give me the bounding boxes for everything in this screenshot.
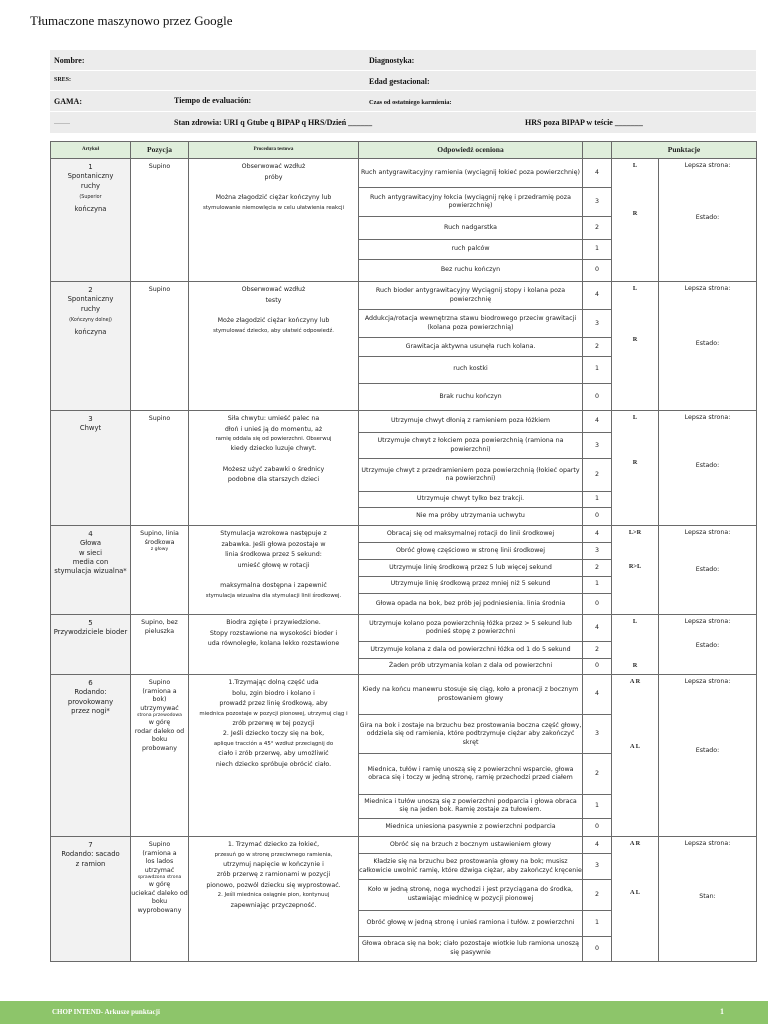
item-description [51,539,130,576]
position-cell [131,159,189,282]
procedure-line: przesuń go w stronę przeciwnego ramienia, [214,851,333,858]
procedure-cell [189,675,359,837]
response-cell: Ruch nadgarstka [359,217,583,239]
best-side-label: Lepsza strona: [684,840,731,847]
position-line: (ramiona a [142,849,177,857]
response-cell: ruch kostki [359,356,583,383]
response-cell: Obróć głowę częściowo w stronę linii środkowej [359,543,583,560]
response-cell: Kiedy na końcu manewru stosuje się ciąg, koło a pronacji z bocznym prostowaniem głowy [359,675,583,715]
score-value: 1 [583,576,612,593]
best-side-label: Lepsza strona: [684,529,731,536]
item-cell [51,675,131,837]
best-side-cell [659,615,757,675]
item-description-line: ruchy [80,181,101,190]
state-label: Estado: [695,566,720,573]
state-label: Estado: [695,462,720,469]
position-line: bok) [152,696,167,703]
procedure-line: Stopy rozstawione na wysokości bioder i [209,629,338,637]
best-side-label: Lepsza strona: [684,285,731,292]
procedure-line: zabawka. Jeśli głowa pozostaje w [221,540,326,548]
col-header-blank [583,142,612,159]
score-value: 2 [583,459,612,491]
table-row [51,282,757,310]
procedure-line: stymulacja wizualna dla stymulacji linii środkowej. [205,592,342,599]
item-cell [51,411,131,526]
response-cell: Kładzie się na brzuchu bez prostowania głowy na bok; musisz całkowicie uwolnić ramię, które dźwiga ciężar, aby zakończyć kręcenie [359,854,583,880]
procedure-line: Biodra zgięte i przywiedzione. [226,619,321,626]
score-value: 2 [583,880,612,910]
position-cell [131,615,189,675]
score-value: 2 [583,642,612,658]
side-cell [612,837,659,962]
procedure-cell [189,282,359,411]
position-line: los lados [145,858,174,865]
position-text: Supino [148,679,171,686]
procedure-line: stymulowanie niemowlęcia w celu ułatwienia reakcji [202,204,345,211]
item-cell [51,282,131,411]
side-label-b: R [632,459,638,466]
table-row [51,615,757,642]
score-value: 3 [583,310,612,338]
procedure-line: dłoń i unieś ją do momentu, aż [224,425,323,433]
header-row-3 [50,91,756,111]
best-side-label: Lepsza strona: [684,162,731,169]
side-label-a: L>R [628,529,642,536]
response-cell: Grawitacja aktywna usunęła ruch kolana. [359,338,583,356]
item-cell [51,615,131,675]
state-label: Stan: [699,893,716,900]
procedure-line: Obserwować wzdłuż [241,163,306,170]
procedure-line: kiedy dziecko luzuje chwyt. [230,445,317,453]
item-description-line: Rodando: provokowany [67,688,114,706]
procedure-line: bolu, zgin biodro i kolano i [232,689,315,697]
item-description [51,424,130,433]
item-description-line: media con [72,557,109,566]
item-description-line: przez nogi* [71,706,110,715]
item-number: 2 [88,286,93,294]
item-number: 1 [88,163,93,171]
response-cell: Utrzymuje linię środkową przez 5 lub więcej sekund [359,560,583,576]
table-header-row [51,142,757,159]
procedure-line: stymulować dziecko, aby ułatwić odpowiedź. [213,327,334,334]
item-cell [51,159,131,282]
score-value: 3 [583,854,612,880]
item-description-line: Przywodziciele bioder [53,628,128,637]
score-value: 1 [583,794,612,818]
score-value: 0 [583,259,612,281]
position-cell [131,526,189,615]
response-cell: Utrzymuje kolana z dala od powierzchni łóżka od 1 do 5 sekund [359,642,583,658]
item-number: 6 [88,679,93,687]
procedure-line: Stymulacja wzrokowa następuje z [220,530,327,537]
response-cell: ruch palców [359,239,583,259]
procedure-line: zrób przerwę z ramionami w pozycji [216,871,331,879]
score-value: 3 [583,715,612,754]
evaluation-time-label: Tiempo de evaluación: [174,96,252,105]
item-description-sub: (Superior [79,194,102,200]
item-description-line: stymulacja wizualna* [54,566,127,575]
score-value: 1 [583,491,612,507]
position-line: uciekać daleko od boku [131,889,188,906]
score-value: 1 [583,910,612,936]
score-value: 1 [583,239,612,259]
response-cell: Obróć głowę w jedną stronę i unieś ramiona i tułów. z powierzchni [359,910,583,936]
item-description-line: Chwyt [79,424,102,433]
procedure-line: 1. Trzymać dziecko za łokieć, [227,841,320,848]
procedure-line: Możesz użyć zabawki o średnicy [222,465,325,473]
item-description [51,688,130,716]
score-value: 2 [583,560,612,576]
gama-field-label: GAMA: [54,97,82,106]
response-cell: Utrzymuje kolano poza powierzchnią łóżka przez > 5 sekund lub podnieś stopę z powierzchni [359,615,583,642]
position-text: Supino [148,415,171,422]
procedure-line: aplique tracción a 45° wzdłuż przeciągnij do [213,740,334,747]
item-description-line: Rodando: sacado [61,850,120,859]
side-label-b: R [632,210,638,217]
procedure-line: próby [264,173,283,181]
procedure-line: Może złagodzić ciężar kończyny lub [217,317,330,324]
procedure-line: Obserwować wzdłuż [241,286,306,293]
score-value: 0 [583,383,612,410]
procedure-cell [189,526,359,615]
response-cell: Utrzymuje chwyt z przedramieniem poza powierzchnią (łokieć oparty na powierzchni) [359,459,583,491]
item-description-line: ruchy [80,304,101,313]
col-header-response: Odpowiedź oceniona [359,142,583,159]
procedure-line: zrób przerwę w tej pozycji [232,719,315,727]
best-side-cell [659,526,757,615]
response-cell: Utrzymuje chwyt tylko bez trakcji. [359,491,583,507]
item-description [51,628,130,637]
response-cell: Ruch antygrawitacyjny ramienia (wyciągnij łokieć poza powierzchnię) [359,159,583,188]
sres-field-label: SRES: [54,77,72,83]
score-value: 2 [583,217,612,239]
response-cell: Nie ma próby utrzymania uchwytu [359,507,583,525]
table-row [51,837,757,854]
side-cell [612,615,659,675]
page-number: 1 [720,1007,724,1016]
response-cell: Bez ruchu kończyn [359,259,583,281]
position-line: utrzymać [144,866,175,874]
diagnosis-field-label: Diagnostyka: [369,56,415,65]
item-description [51,295,130,337]
state-label: Estado: [695,642,720,649]
item-description-line: Głowa [79,539,102,548]
response-cell: Ruch antygrawitacyjny łokcia (wyciągnij rękę i przedramię poza powierzchnię) [359,188,583,217]
side-label-b: A L [630,743,640,750]
procedure-cell [189,837,359,962]
position-sub: pieluszka [144,627,175,635]
side-label-b: A L [630,889,640,896]
item-description-line: w sieci [79,548,102,557]
response-cell: Koło w jedną stronę, noga wychodzi i jest przyciągana do środka, ustawiając miednicę w pozycji pionowej [359,880,583,910]
best-side-label: Lepsza strona: [684,618,731,625]
score-value: 0 [583,658,612,674]
position-cell [131,675,189,837]
response-cell: Głowa opada na bok, bez prób jej podniesienia. linia środnia [359,593,583,614]
procedure-cell [189,411,359,526]
side-label-a: L [632,162,638,169]
best-side-cell [659,411,757,526]
procedure-line: Siła chwytu: umieść palec na [227,415,320,422]
response-cell: Utrzymuje chwyt z łokciem poza powierzchnią (ramiona na powierzchni) [359,433,583,459]
response-cell: Żaden prób utrzymania kolan z dala od powierzchni [359,658,583,674]
position-line: w górę [148,719,171,727]
position-line: wyprobowany [137,906,182,914]
procedure-line: 2. Jeśli dziecko toczy się na bok, [222,730,325,738]
response-cell: Głowa obraca się na bok; ciało pozostaje wiotkie lub ramiona unoszą się pasywnie [359,936,583,961]
score-value: 4 [583,159,612,188]
position-line: w górę [148,881,171,889]
footer-bar [0,1001,768,1024]
score-value: 1 [583,356,612,383]
item-number: 4 [88,530,93,538]
state-label: Estado: [695,747,720,754]
score-value: 4 [583,411,612,433]
item-description-line: Spontaniczny [67,172,114,181]
side-label-a: L [632,618,638,625]
side-label-a: L [632,285,638,292]
side-cell [612,282,659,411]
item-description-line: z ramion [75,859,106,868]
side-cell [612,159,659,282]
best-side-cell [659,837,757,962]
position-text: Supino [148,286,171,293]
position-cell [131,411,189,526]
col-header-position: Pozycja [131,142,189,159]
procedure-line [191,307,356,315]
position-line: probowany [142,744,177,752]
procedure-line [191,184,356,192]
procedure-line: umieść głowę w rotacji [237,561,310,569]
side-label-a: A R [629,840,641,847]
item-description [51,850,130,868]
gestational-age-label: Edad gestacional: [369,77,430,86]
procedure-cell [189,159,359,282]
side-label-a: A R [629,678,641,685]
position-line: strona przewodowa [137,713,182,718]
health-status-label: Stan zdrowia: URI q Gtube q BIPAP q HRS/Dzień ______ [174,118,373,127]
response-cell: Gira na bok i zostaje na brzuchu bez prostowania boczna część głowy, oddziela się od ramienia, które podtrzymuje ciężar aby zakończyć skręt [359,715,583,754]
translation-notice: Tłumaczone maszynowo przez Google [30,13,233,28]
small-blank: ________ [54,119,70,124]
hrs-off-bipap-label: HRS poza BIPAP w teście _______ [525,118,643,127]
score-value: 0 [583,593,612,614]
position-text: Supino, linia środkowa [140,530,179,546]
item-description-end: kończyna [74,328,107,337]
position-line: rodar daleko od boku [134,727,185,744]
position-cell [131,282,189,411]
state-label: Estado: [695,340,720,347]
response-cell: Brak ruchu kończyn [359,383,583,410]
item-cell [51,837,131,962]
best-side-label: Lepsza strona: [684,678,731,685]
position-cell [131,837,189,962]
item-description-end: kończyna [74,205,107,214]
side-label-a: L [632,414,638,421]
procedure-line: pionowo, pozwól dziecku się wyprostować. [206,881,341,889]
score-value: 3 [583,188,612,217]
score-value: 4 [583,675,612,715]
procedure-line: miednica pozostaje w pozycji pionowej, utrzymuj ciąg i [199,710,348,717]
col-header-points: Punktacje [612,142,757,159]
name-field-label: Nombre: [54,56,85,65]
response-cell: Utrzymuje chwyt dłonią z ramieniem poza łóżkiem [359,411,583,433]
response-cell: Miednica uniesiona pasywnie z powierzchni podparcia [359,818,583,836]
item-number: 5 [88,619,93,627]
table-row [51,675,757,715]
procedure-line: zapewniając przyczepność. [230,901,317,909]
procedure-cell [189,615,359,675]
item-description-line: Spontaniczny [67,295,114,304]
score-value: 4 [583,526,612,543]
header-row-4 [50,112,756,133]
procedure-line: testy [265,296,282,304]
response-cell: Obróć się na brzuch z bocznym ustawieniem głowy [359,837,583,854]
score-value: 4 [583,615,612,642]
col-header-procedure: Procedura testowa [189,142,359,159]
score-value: 0 [583,507,612,525]
position-text: Supino [148,841,171,848]
item-description [51,172,130,214]
score-value: 4 [583,837,612,854]
score-value: 3 [583,543,612,560]
score-value: 0 [583,818,612,836]
procedure-line: utrzymuj napięcie w kończynie i [223,860,324,868]
procedure-line [191,572,356,580]
best-side-label: Lepsza strona: [684,414,731,421]
response-cell: Utrzymuje linię środkową przez mniej niż 5 sekund [359,576,583,593]
position-line: sprawdzona strona [137,875,182,880]
last-feeding-label: Czas od ostatniego karmienia: [369,99,452,106]
procedure-line: 1.Trzymając dolną część uda [228,679,319,686]
score-value: 4 [583,282,612,310]
best-side-cell [659,282,757,411]
side-label-b: R [632,662,638,669]
position-text: Supino [148,163,171,170]
procedure-line: prowadź przez linię środkową, aby [219,700,328,707]
position-text: Supino, bez [141,619,178,626]
header-row-1 [50,50,756,70]
response-cell: Miednica, tułów i ramię unoszą się z powierzchni wsparcie, głowa obraca się i toczy w jedną stronę, ramię przechodzi przed ciałem [359,754,583,794]
state-label: Estado: [695,214,720,221]
response-cell: Miednica i tułów unoszą się z powierzchni podparcia i głowa obraca się na jeden bok. Ramię zostaje za tułowiem. [359,794,583,818]
response-cell: Addukcja/rotacja wewnętrzna stawu biodrowego przeciw grawitacji (kolana poza powierzchnią) [359,310,583,338]
score-value: 3 [583,433,612,459]
score-value: 2 [583,338,612,356]
item-number: 3 [88,415,93,423]
item-description-sub: (Kończyny dolnej) [69,317,112,323]
col-header-item: Artykuł [51,142,131,159]
procedure-line: linia środkowa przez 5 sekund: [225,551,322,558]
procedure-line: Można złagodzić ciężar kończyny lub [215,194,332,201]
item-number: 7 [88,841,93,849]
scoring-table [50,141,757,962]
side-label-b: R>L [628,563,642,570]
procedure-line: 2. Jeśli miednica osiągnie pion, kontynuuj [217,892,330,899]
side-cell [612,526,659,615]
procedure-line [191,456,356,464]
position-sub: z głowy [150,547,169,552]
side-cell [612,675,659,837]
best-side-cell [659,159,757,282]
procedure-line: ramię oddala się od powierzchni. Obserwuj [215,436,332,442]
procedure-line: niech dziecko spróbuje obrócić ciało. [215,760,332,768]
score-value: 0 [583,936,612,961]
footer-title: CHOP INTEND- Arkusze punktacji [52,1008,160,1016]
table-row [51,159,757,188]
position-line: utrzymywać [140,704,179,712]
procedure-line: uda równoległe, kolana lekko rozstawione [207,640,340,647]
table-row [51,411,757,433]
response-cell: Ruch bioder antygrawitacyjny Wyciągnij stopy i kolana poza powierzchnię [359,282,583,310]
table-row [51,526,757,543]
item-cell [51,526,131,615]
position-line: (ramiona a [142,687,177,695]
best-side-cell [659,675,757,837]
procedure-line: maksymalna dostępna i zapewnić [220,582,327,589]
procedure-line: ciało i zrób przerwę, aby umożliwić [218,750,329,758]
procedure-line: podobne dla starszych dzieci [227,476,320,484]
header-row-2 [50,71,756,90]
side-label-b: R [632,336,638,343]
response-cell: Obracaj się od maksymalnej rotacji do linii środkowej [359,526,583,543]
score-value: 2 [583,754,612,794]
side-cell [612,411,659,526]
